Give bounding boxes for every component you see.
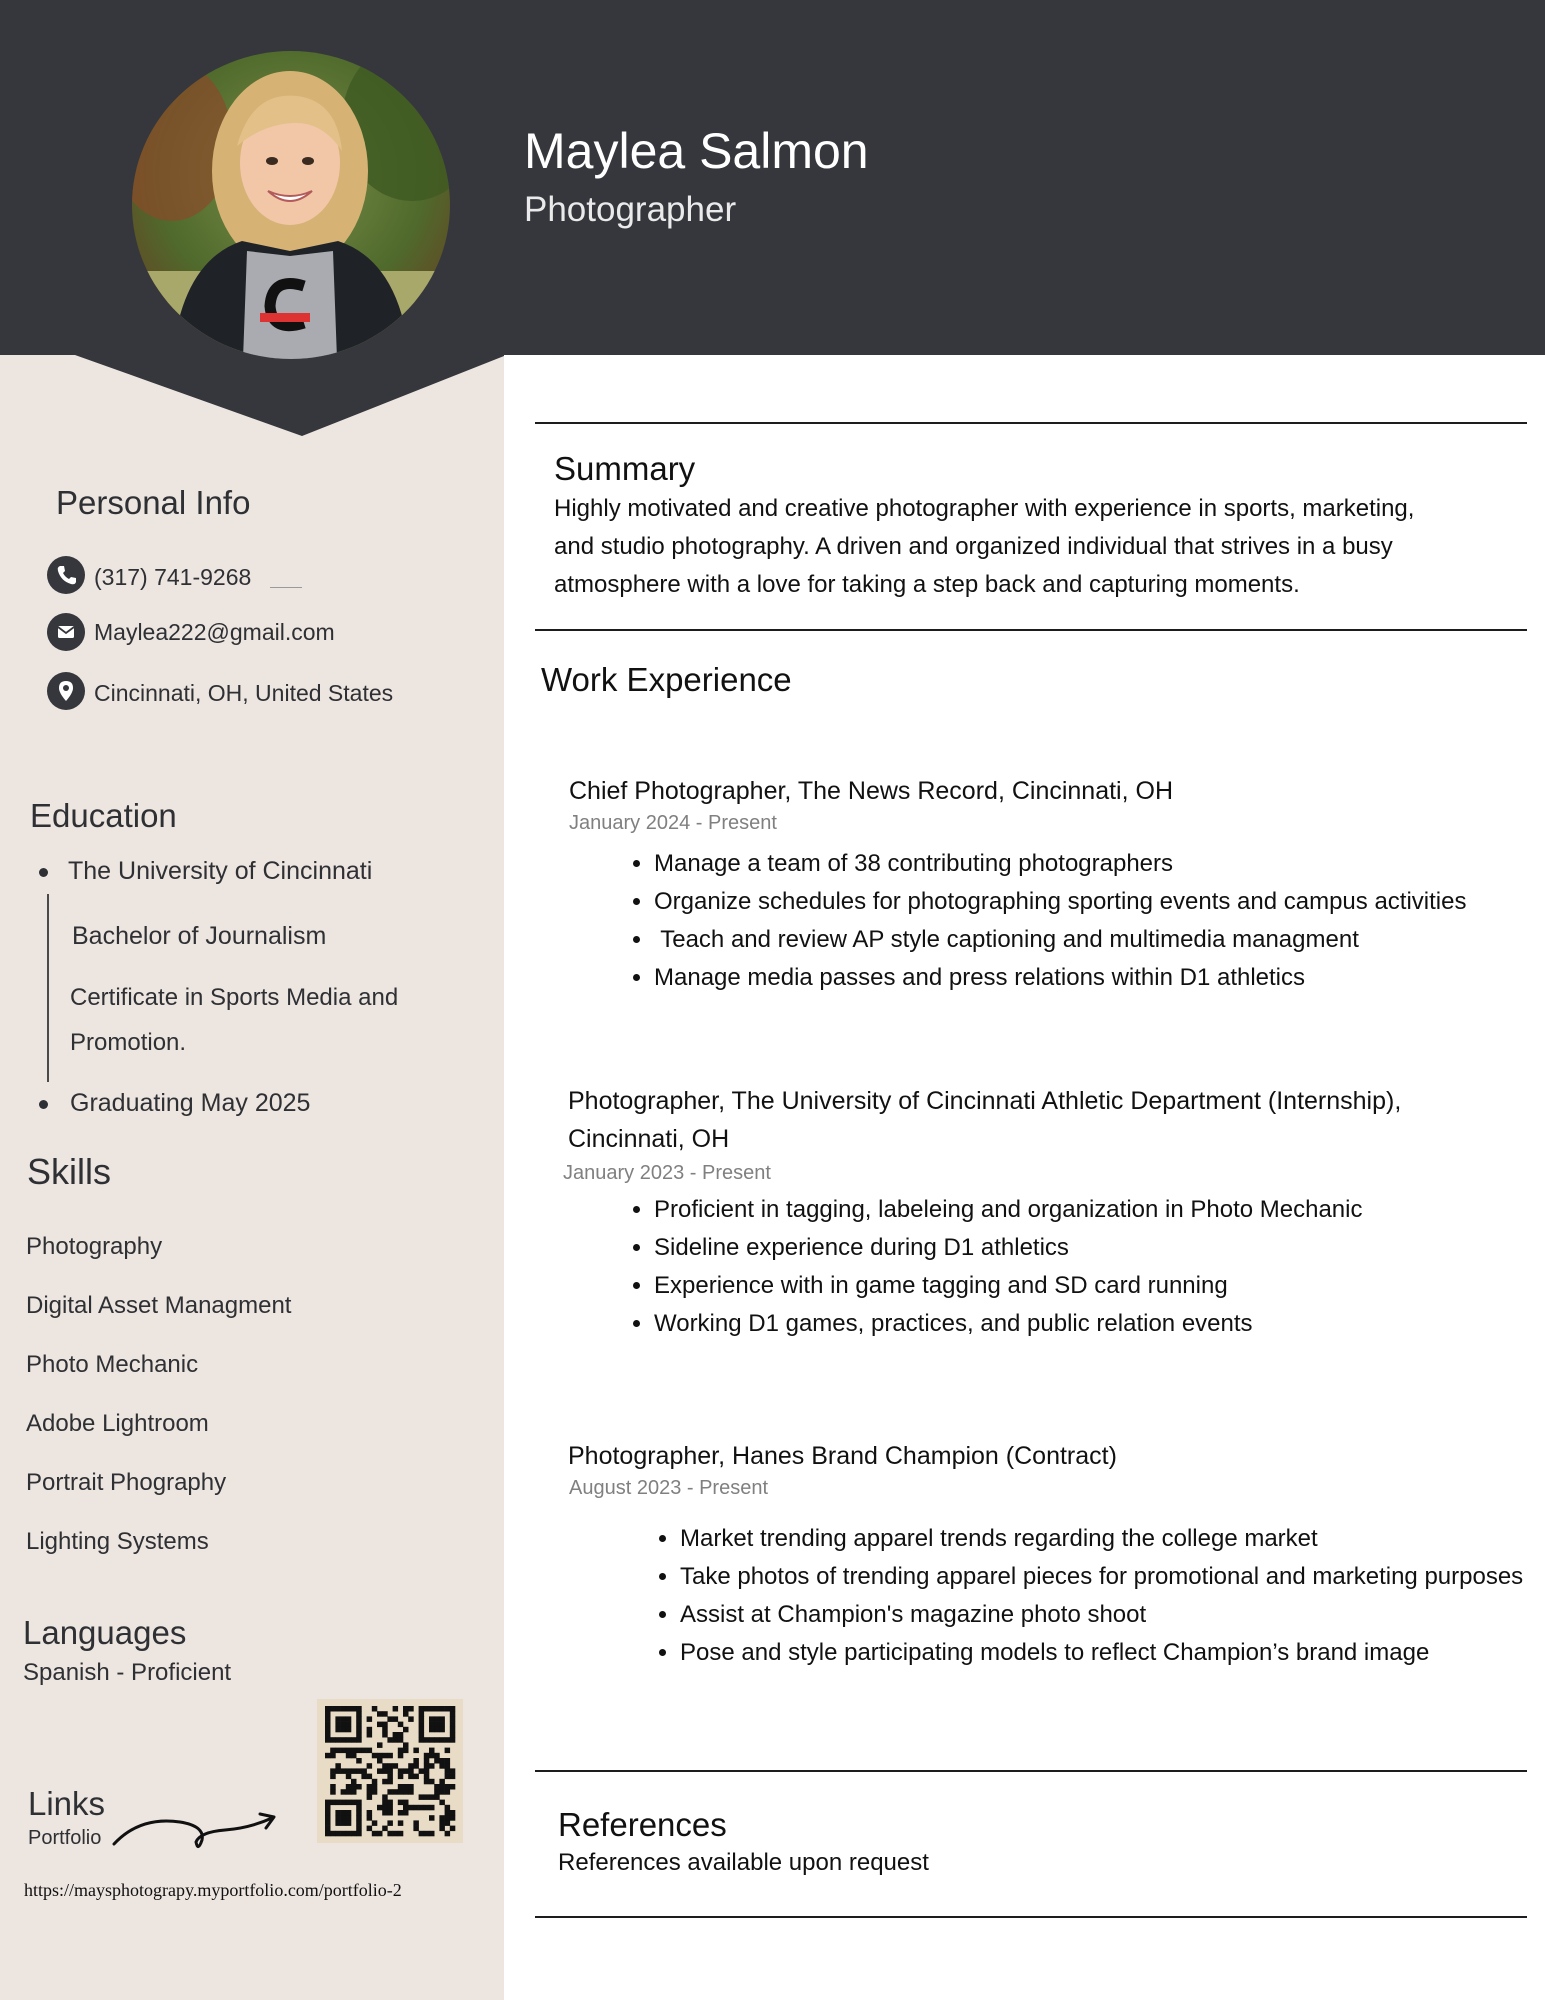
candidate-role: Photographer: [524, 190, 737, 229]
portfolio-label: Portfolio: [28, 1827, 102, 1849]
candidate-name: Maylea Salmon: [524, 123, 869, 179]
bullet: [39, 1100, 48, 1109]
skill-item: Photography: [26, 1233, 163, 1260]
degree-text: Bachelor of Journalism: [72, 922, 327, 950]
skill-item: Photo Mechanic: [26, 1351, 199, 1378]
job-bullet: • Assist at Champion's magazine photo shoot: [680, 1596, 1523, 1634]
job-date: January 2024 - Present: [569, 812, 777, 834]
summary-line: Highly motivated and creative photographer with experience in sports, marketing,: [554, 495, 1415, 522]
divider: [535, 422, 1527, 424]
languages-heading: Languages: [23, 1614, 187, 1651]
bullet: [39, 868, 48, 877]
job-bullet: • Proficient in tagging, labeleing and organization in Photo Mechanic: [654, 1191, 1362, 1229]
skills-heading: Skills: [27, 1151, 112, 1192]
portfolio-link[interactable]: https://maysphotograpy.myportfolio.com/portfolio-2: [24, 1880, 402, 1900]
skill-item: Lighting Systems: [26, 1528, 209, 1555]
references-heading: References: [558, 1806, 727, 1843]
job-bullet: • Teach and review AP style captioning and multimedia managment: [654, 921, 1466, 959]
references-text: References available upon request: [558, 1849, 929, 1876]
job-bullets: [626, 845, 1466, 997]
summary-text: [554, 490, 1414, 604]
work-experience-heading: Work Experience: [541, 661, 792, 698]
divider: [535, 1770, 1527, 1772]
job-title-cont: Cincinnati, OH: [568, 1125, 730, 1153]
header-chevron: [0, 354, 620, 439]
job-bullet: • Working D1 games, practices, and public relation events: [654, 1305, 1362, 1343]
job-bullet: • Experience with in game tagging and SD card running: [654, 1267, 1362, 1305]
job-title: Chief Photographer, The News Record, Cincinnati, OH: [569, 777, 1174, 805]
location-pin-icon: [47, 672, 85, 710]
job-date: August 2023 - Present: [569, 1477, 769, 1499]
email-text: Maylea222@gmail.com: [94, 619, 335, 645]
summary-line: atmosphere with a love for taking a step back and capturing moments.: [554, 571, 1300, 598]
timeline-line: [47, 894, 49, 1082]
certificate-text-cont: Promotion.: [70, 1029, 187, 1056]
education-heading: Education: [30, 797, 177, 834]
job-bullet: • Sideline experience during D1 athletics: [654, 1229, 1362, 1267]
job-bullet: • Take photos of trending apparel pieces for promotional and marketing purposes: [680, 1558, 1523, 1596]
graduation-text: Graduating May 2025: [70, 1089, 311, 1117]
summary-heading: Summary: [554, 450, 696, 487]
summary-line: and studio photography. A driven and organized individual that strives in a busy: [554, 533, 1393, 560]
certificate-text: Certificate in Sports Media and: [70, 984, 399, 1011]
email-icon: [47, 613, 85, 651]
job-bullet: • Organize schedules for photographing sporting events and campus activities: [654, 883, 1466, 921]
skill-item: Adobe Lightroom: [26, 1410, 209, 1437]
skill-item: Portrait Phography: [26, 1469, 227, 1496]
qr-code[interactable]: [317, 1699, 463, 1843]
divider: [535, 629, 1527, 631]
links-heading: Links: [28, 1785, 106, 1822]
divider: [535, 1916, 1527, 1918]
personal-info-heading: Personal Info: [56, 484, 251, 521]
job-bullets: [626, 1191, 1362, 1343]
skill-item: Digital Asset Managment: [26, 1292, 292, 1319]
job-bullet: • Pose and style participating models to reflect Champion’s brand image: [680, 1634, 1523, 1672]
divider: [270, 587, 302, 588]
profile-photo: [132, 51, 450, 359]
phone-text: (317) 741-9268: [94, 564, 252, 590]
job-bullet: • Manage a team of 38 contributing photographers: [654, 845, 1466, 883]
job-title: Photographer, Hanes Brand Champion (Contract): [568, 1442, 1117, 1470]
job-date: January 2023 - Present: [563, 1162, 771, 1184]
arrow-icon: [110, 1808, 280, 1868]
job-bullets: [652, 1520, 1523, 1672]
phone-icon: [47, 556, 85, 594]
job-title: Photographer, The University of Cincinnati Athletic Department (Internship),: [568, 1087, 1402, 1115]
job-bullet: • Manage media passes and press relations within D1 athletics: [654, 959, 1466, 997]
job-bullet: • Market trending apparel trends regarding the college market: [680, 1520, 1523, 1558]
language-item: Spanish - Proficient: [23, 1659, 232, 1686]
location-text: Cincinnati, OH, United States: [94, 680, 394, 706]
school-name: The University of Cincinnati: [68, 857, 373, 885]
